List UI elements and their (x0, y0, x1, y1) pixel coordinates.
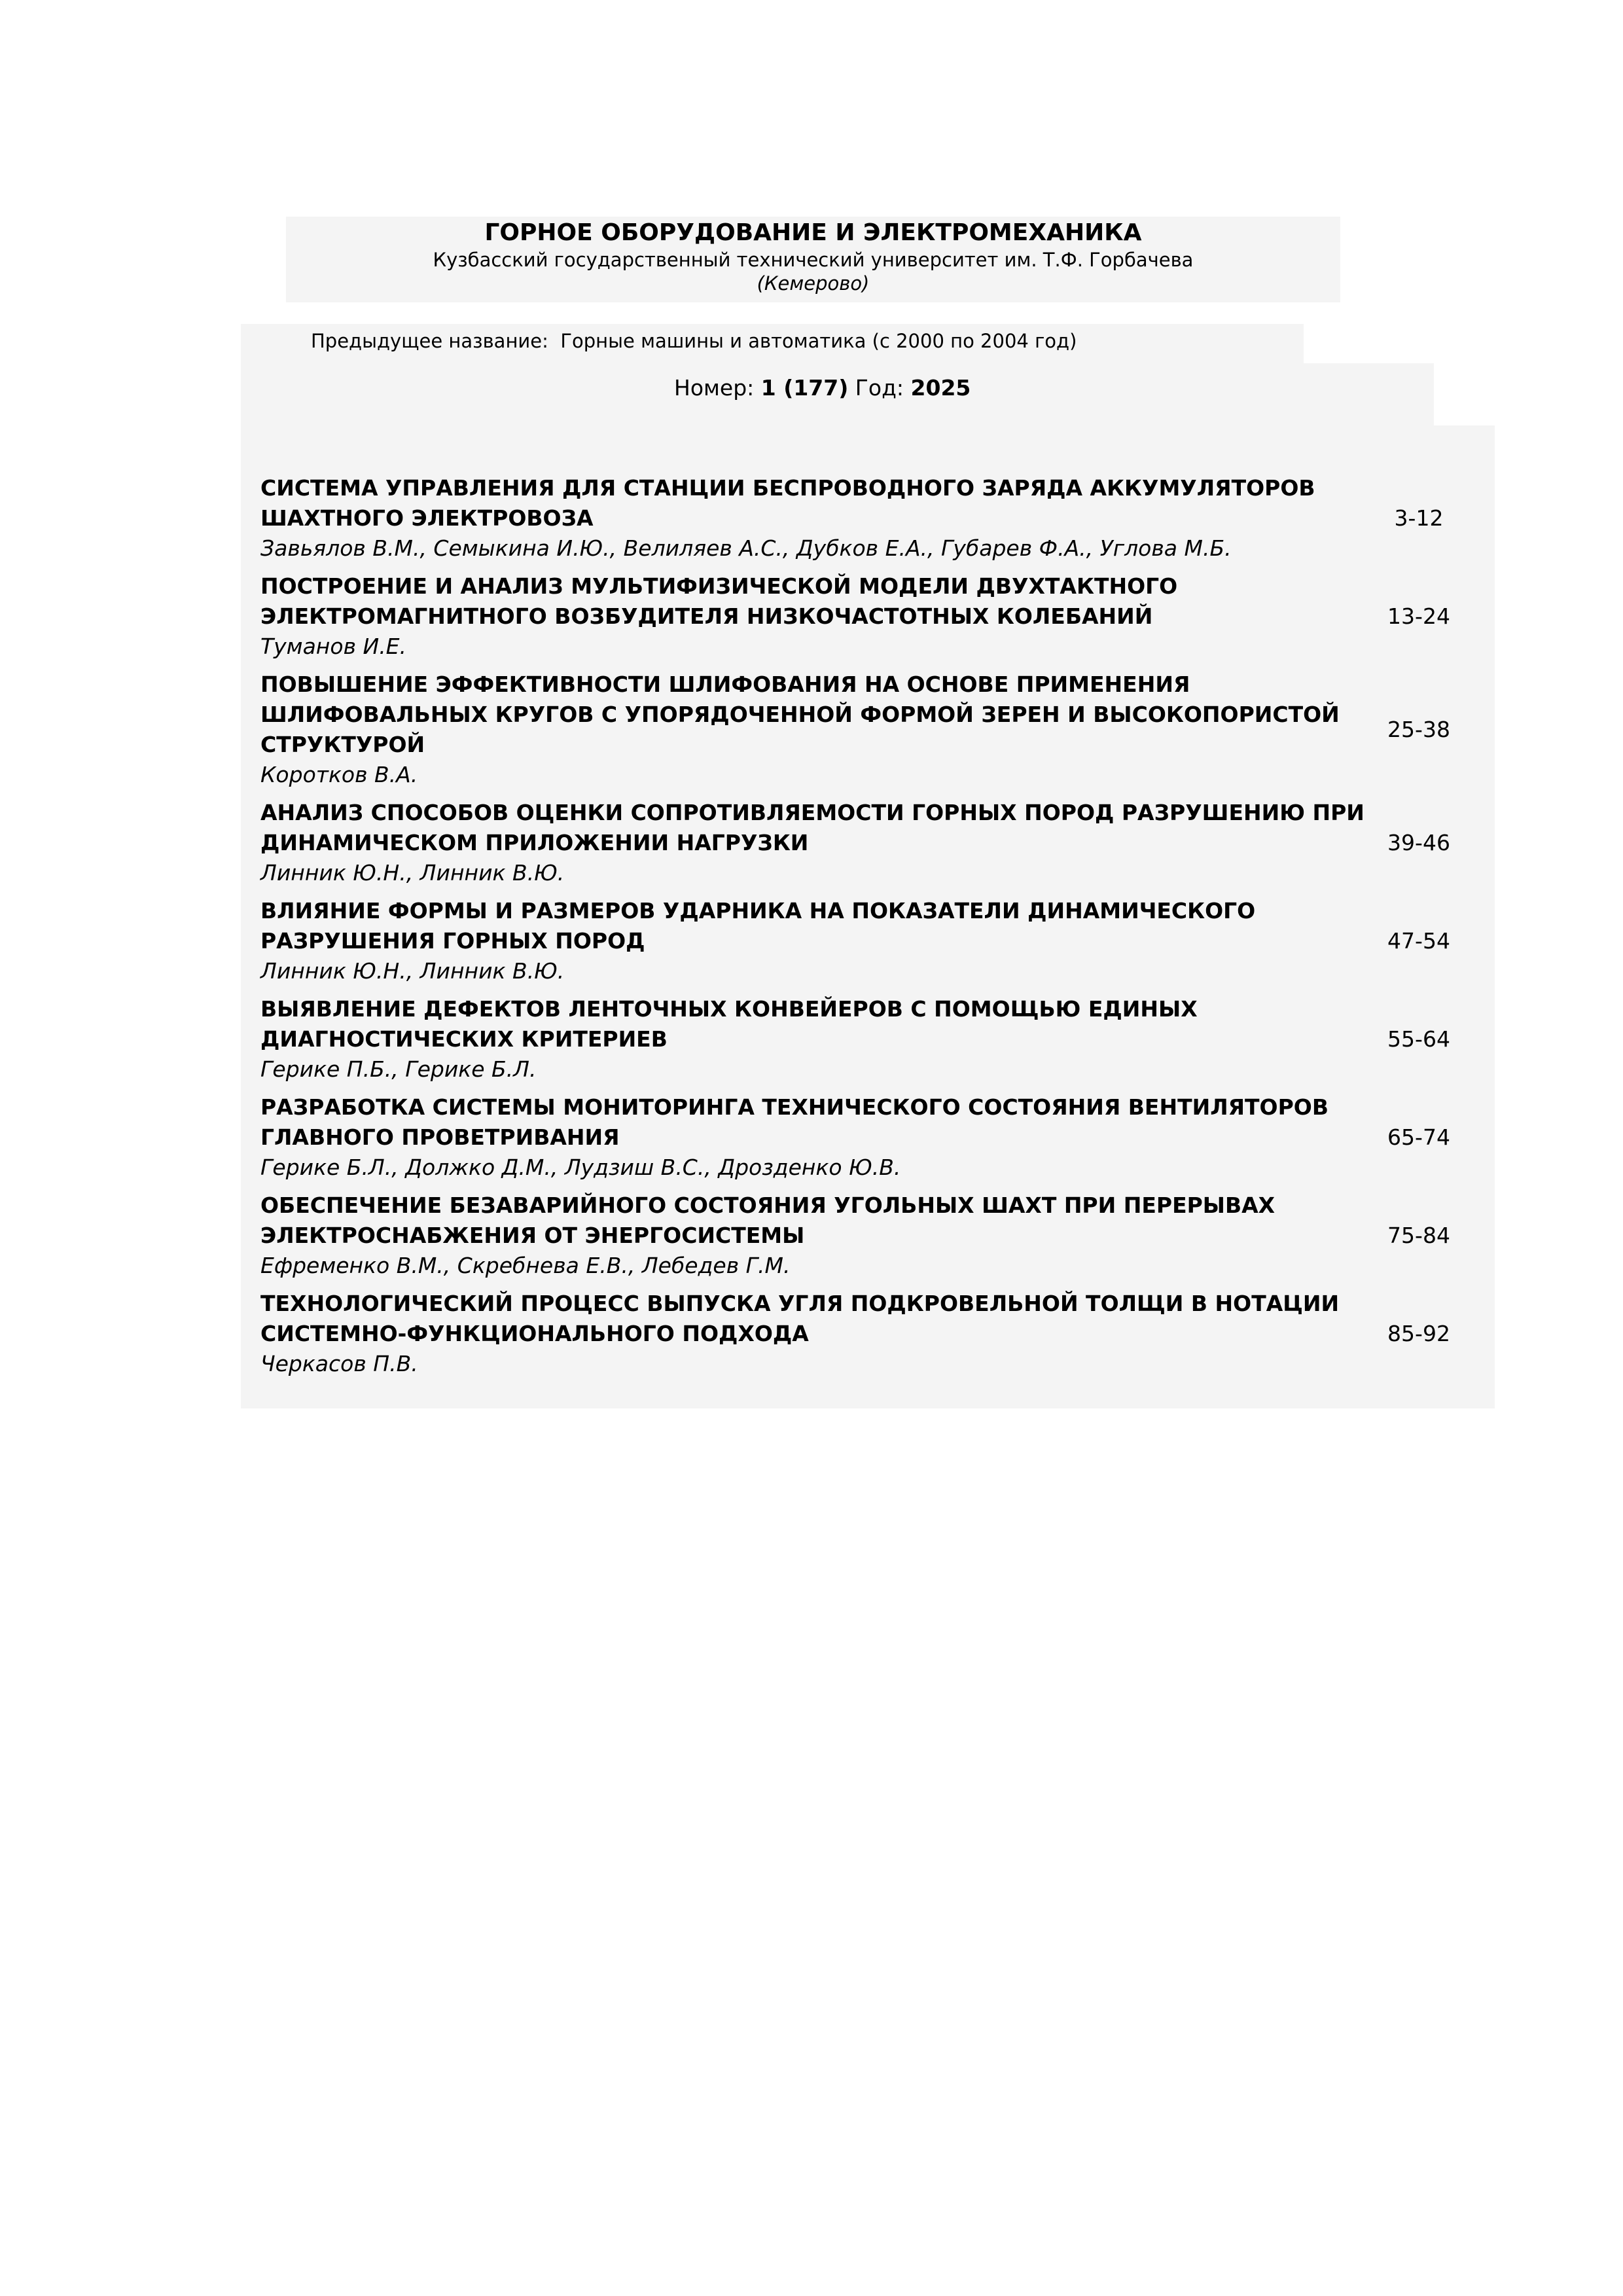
toc-entry-main (260, 798, 1366, 888)
issue-number-value: 1 (177) (760, 375, 849, 401)
toc-entry[interactable] (260, 1289, 1491, 1379)
article-title[interactable]: ПОВЫШЕНИЕ ЭФФЕКТИВНОСТИ ШЛИФОВАНИЯ НА ОСНОВЕ ПРИМЕНЕНИЯ ШЛИФОВАЛЬНЫХ КРУГОВ С УПОРЯДОЧЕННОЙ ФОРМОЙ ЗЕРЕН И ВЫСОКОПОРИСТОЙ СТРУКТУРОЙ (260, 672, 1340, 757)
article-title[interactable]: ВЛИЯНИЕ ФОРМЫ И РАЗМЕРОВ УДАРНИКА НА ПОКАЗАТЕЛИ ДИНАМИЧЕСКОГО РАЗРУШЕНИЯ ГОРНЫХ ПОРОД (260, 898, 1256, 954)
toc-entry-main (260, 670, 1366, 790)
toc-entry[interactable] (260, 994, 1491, 1085)
previous-name-value: Горные машины и автоматика (с 2000 по 2004 год) (560, 330, 1077, 352)
article-authors: Черкасов П.В. (260, 1351, 418, 1376)
journal-header (286, 217, 1340, 302)
article-authors: Ефременко В.М., Скребнева Е.В., Лебедев Г.М. (260, 1253, 791, 1278)
journal-title: ГОРНОЕ ОБОРУДОВАНИЕ И ЭЛЕКТРОМЕХАНИКА (484, 219, 1142, 246)
toc-entry-main (260, 896, 1366, 986)
article-pages: 3-12 (1394, 505, 1444, 531)
journal-publisher: Кузбасский государственный технический университет им. Т.Ф. Горбачева (433, 249, 1194, 271)
article-pages: 25-38 (1387, 717, 1450, 742)
article-authors: Туманов И.Е. (260, 634, 407, 659)
journal-city: (Кемерово) (757, 272, 870, 295)
article-authors: Линник Ю.Н., Линник В.Ю. (260, 860, 565, 886)
toc-entry[interactable] (260, 670, 1491, 790)
article-pages: 47-54 (1387, 928, 1450, 954)
article-authors: Герике П.Б., Герике Б.Л. (260, 1056, 537, 1082)
toc-entry-main (260, 473, 1366, 564)
previous-name-line (311, 329, 1077, 353)
toc-entry[interactable] (260, 798, 1491, 888)
toc-entry-main (260, 571, 1366, 662)
article-pages: 85-92 (1387, 1321, 1450, 1346)
issue-year-label: Год: (855, 375, 904, 401)
toc-entry-main (260, 1191, 1366, 1281)
issue-year-value: 2025 (910, 375, 971, 401)
issue-number-label: Номер: (674, 375, 755, 401)
article-authors: Герике Б.Л., Должко Д.М., Лудзиш В.С., Дрозденко Ю.В. (260, 1155, 901, 1180)
article-authors: Коротков В.А. (260, 762, 418, 787)
toc-entry-main (260, 994, 1366, 1085)
toc-entry[interactable] (260, 571, 1491, 662)
article-title[interactable]: ПОСТРОЕНИЕ И АНАЛИЗ МУЛЬТИФИЗИЧЕСКОЙ МОДЕЛИ ДВУХТАКТНОГО ЭЛЕКТРОМАГНИТНОГО ВОЗБУДИТЕЛЯ НИЗКОЧАСТОТНЫХ КОЛЕБАНИЙ (260, 573, 1178, 629)
toc-entry-main (260, 1289, 1366, 1379)
article-title[interactable]: ОБЕСПЕЧЕНИЕ БЕЗАВАРИЙНОГО СОСТОЯНИЯ УГОЛЬНЫХ ШАХТ ПРИ ПЕРЕРЫВАХ ЭЛЕКТРОСНАБЖЕНИЯ ОТ ЭНЕРГОСИСТЕМЫ (260, 1193, 1275, 1248)
article-authors: Линник Ю.Н., Линник В.Ю. (260, 958, 565, 984)
issue-line (674, 374, 971, 403)
article-title[interactable]: РАЗРАБОТКА СИСТЕМЫ МОНИТОРИНГА ТЕХНИЧЕСКОГО СОСТОЯНИЯ ВЕНТИЛЯТОРОВ ГЛАВНОГО ПРОВЕТРИВАНИЯ (260, 1094, 1329, 1150)
article-pages: 39-46 (1387, 830, 1450, 855)
article-title[interactable]: СИСТЕМА УПРАВЛЕНИЯ ДЛЯ СТАНЦИИ БЕСПРОВОДНОГО ЗАРЯДА АККУМУЛЯТОРОВ ШАХТНОГО ЭЛЕКТРОВОЗА (260, 475, 1315, 531)
previous-name-section (241, 324, 1304, 363)
article-pages: 13-24 (1387, 603, 1450, 629)
table-of-contents (241, 425, 1495, 1408)
toc-entry[interactable] (260, 473, 1491, 564)
article-title[interactable]: ТЕХНОЛОГИЧЕСКИЙ ПРОЦЕСС ВЫПУСКА УГЛЯ ПОДКРОВЕЛЬНОЙ ТОЛЩИ В НОТАЦИИ СИСТЕМНО-ФУНКЦИОНАЛЬНОГО ПОДХОДА (260, 1291, 1340, 1346)
article-authors: Завьялов В.М., Семыкина И.Ю., Велиляев А.С., Дубков Е.А., Губарев Ф.А., Углова М.Б. (260, 535, 1232, 561)
article-pages: 75-84 (1387, 1223, 1450, 1248)
toc-list (260, 473, 1491, 1387)
article-pages: 55-64 (1387, 1026, 1450, 1052)
previous-name-label: Предыдущее название: (311, 330, 548, 352)
toc-entry-main (260, 1092, 1366, 1183)
toc-entry[interactable] (260, 1191, 1491, 1281)
toc-entry[interactable] (260, 1092, 1491, 1183)
article-pages: 65-74 (1387, 1124, 1450, 1150)
issue-section (241, 363, 1434, 425)
article-title[interactable]: ВЫЯВЛЕНИЕ ДЕФЕКТОВ ЛЕНТОЧНЫХ КОНВЕЙЕРОВ С ПОМОЩЬЮ ЕДИНЫХ ДИАГНОСТИЧЕСКИХ КРИТЕРИЕВ (260, 996, 1198, 1052)
article-title[interactable]: АНАЛИЗ СПОСОБОВ ОЦЕНКИ СОПРОТИВЛЯЕМОСТИ ГОРНЫХ ПОРОД РАЗРУШЕНИЮ ПРИ ДИНАМИЧЕСКОМ ПРИЛОЖЕНИИ НАГРУЗКИ (260, 800, 1364, 855)
toc-entry[interactable] (260, 896, 1491, 986)
